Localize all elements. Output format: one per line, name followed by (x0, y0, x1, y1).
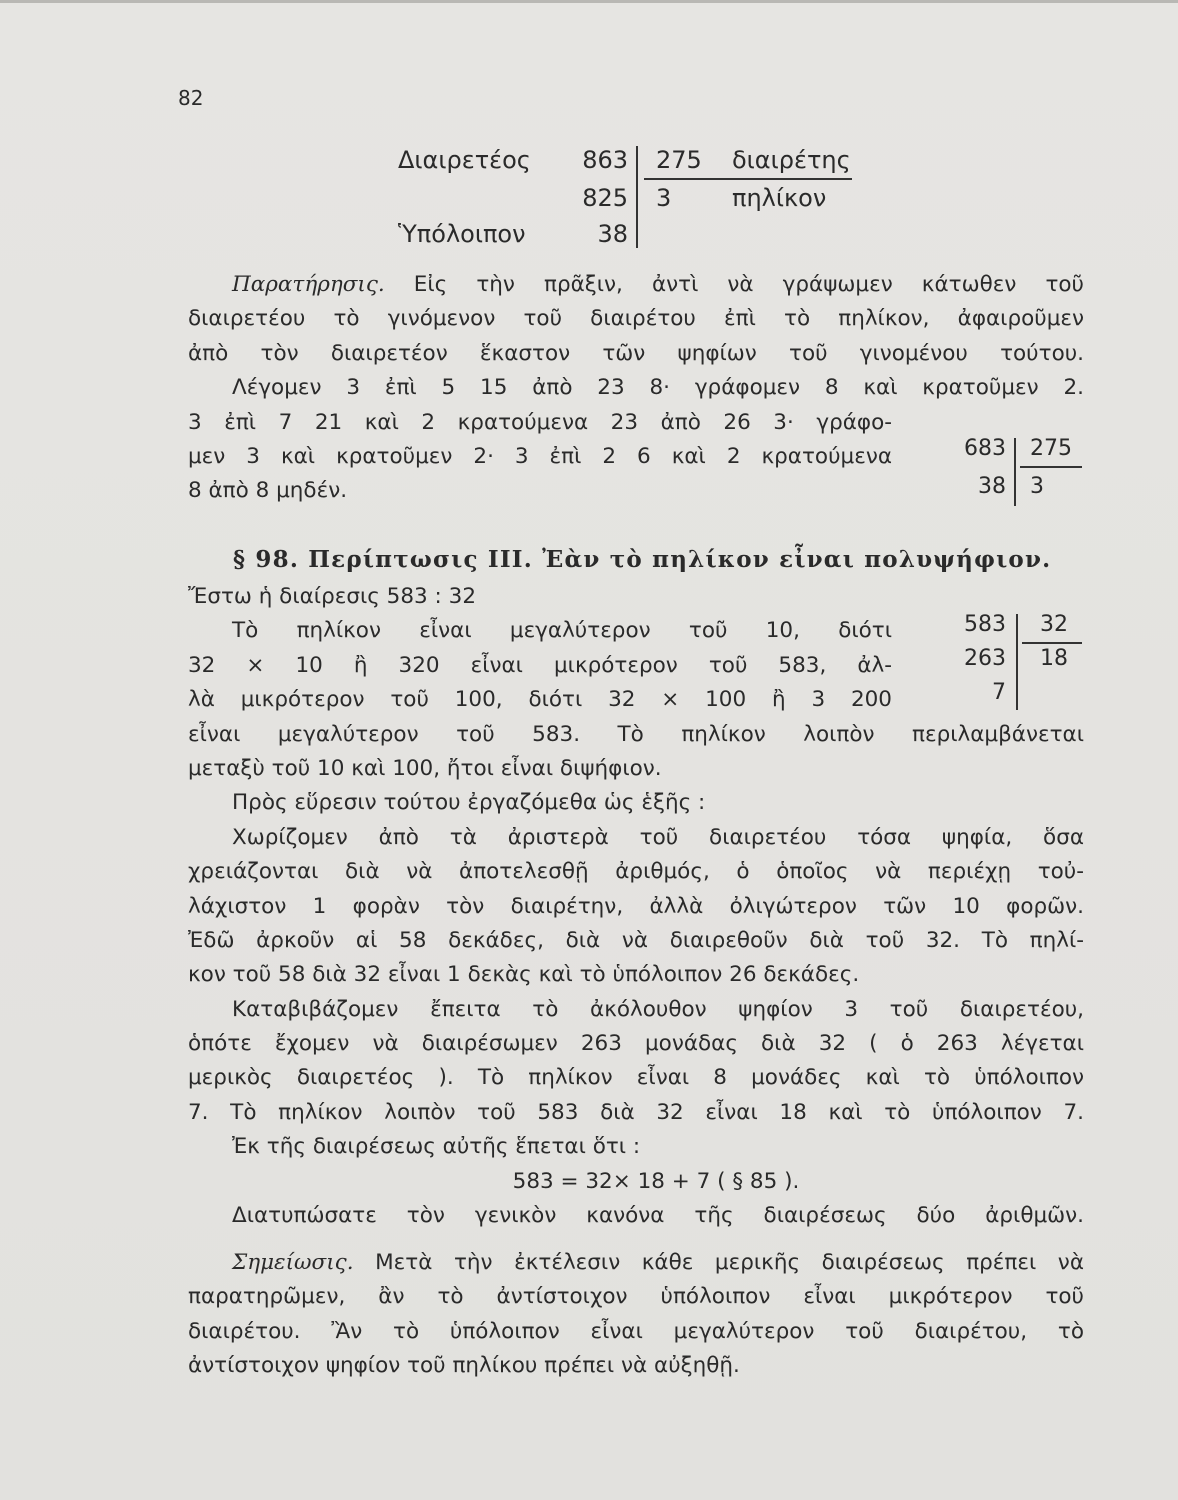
section-line-1: Ἔστω ἡ διαίρεσις 583 : 32 (188, 584, 476, 609)
remark-paragraph (188, 268, 1084, 509)
note-title: Σημείωσις. (232, 1250, 354, 1275)
label-remainder: Ὑπόλοιπον (398, 220, 526, 248)
short-division-horizontal-rule (1020, 466, 1082, 468)
section-line-16: 7. Τὸ πηλίκον λοιπὸν τοῦ 583 διὰ 32 εἶναι 18 καὶ τὸ ὑπόλοιπον 7. (188, 1099, 1084, 1125)
short-quotient: 3 (1030, 474, 1044, 499)
section-line-14: ὁπότε ἔχομεν νὰ διαιρέσωμεν 263 μονάδας διὰ 32 ( ὁ 263 λέγεται (188, 1031, 1084, 1057)
section-line-6: μεταξὺ τοῦ 10 καὶ 100, ἤτοι εἶναι διψήφιον. (188, 755, 662, 781)
section-line-4: λὰ μικρότερον τοῦ 100, διότι 32 × 100 ἢ 3 200 (188, 687, 892, 713)
section-line-9: χρειάζονται διὰ νὰ ἀποτελεσθῇ ἀριθμός, ὁ ὁποῖος νὰ περιέχῃ τοὐ- (188, 859, 1084, 885)
page-number: 82 (178, 86, 204, 110)
remark-line-6: μεν 3 καὶ κρατοῦμεν 2· 3 ἐπὶ 2 6 καὶ 2 κρατούμενα (188, 443, 892, 469)
long-quotient: 18 (1040, 646, 1068, 671)
label-quotient: πηλίκον (732, 184, 827, 212)
remark-line-3: ἀπὸ τὸν διαιρετέον ἕκαστον τῶν ψηφίων τοῦ γινομένου τούτου. (188, 340, 1084, 366)
note-paragraph (188, 1246, 1084, 1384)
section-line-12: κον τοῦ 58 διὰ 32 εἶναι 1 δεκὰς καὶ τὸ ὑπόλοιπον 26 δεκάδες. (188, 962, 860, 988)
short-division-vertical-rule (1014, 438, 1016, 506)
section-line-3: 32 × 10 ἢ 320 εἶναι μικρότερον τοῦ 583, ἀλ- (188, 652, 892, 678)
section-line-5: εἶναι μεγαλύτερον τοῦ 583. Τὸ πηλίκον λοιπὸν περιλαμβάνεται (188, 721, 1084, 747)
short-dividend: 683 (964, 436, 1006, 461)
section-heading: § 98. Περίπτωσις III. Ἐὰν τὸ πηλίκον εἶναι πολυψήφιον. (233, 546, 1052, 573)
section-line-11: Ἐδῶ ἀρκοῦν αἱ 58 δεκάδες, διὰ νὰ διαιρεθοῦν διὰ τοῦ 32. Τὸ πηλί- (188, 927, 1084, 953)
section-line-10: λάχιστον 1 φορὰν τὸν διαιρέτην, ἀλλὰ ὀλιγώτερον τῶν 10 φορῶν. (188, 893, 1084, 919)
long-remainder: 7 (992, 680, 1006, 705)
note-line-2: παρατηρῶμεν, ἂν τὸ ἀντίστοιχον ὑπόλοιπον εἶναι μικρότερον τοῦ (188, 1284, 1084, 1310)
long-dividend: 583 (964, 612, 1006, 637)
long-division-horizontal-rule (1022, 642, 1082, 644)
section-line-19: Διατυπώσατε τὸν γενικὸν κανόνα τῆς διαιρέσεως δύο ἀριθμῶν. (232, 1203, 1084, 1229)
remark-line-2: διαιρετέου τὸ γινόμενον τοῦ διαιρέτου ἐπὶ τὸ πηλίκον, ἀφαιροῦμεν (188, 306, 1084, 332)
remark-line-1: Παρατήρησις. Εἰς τὴν πρᾶξιν, ἀντὶ νὰ γράψωμεν κάτωθεν τοῦ (232, 272, 1084, 297)
section-line-17: Ἐκ τῆς διαιρέσεως αὐτῆς ἕπεται ὅτι : (232, 1134, 641, 1160)
long-partial: 263 (964, 646, 1006, 671)
section-line-8: Χωρίζομεν ἀπὸ τὰ ἀριστερὰ τοῦ διαιρετέου τόσα ψηφία, ὅσα (232, 824, 1084, 850)
section-line-2: Τὸ πηλίκον εἶναι μεγαλύτερον τοῦ 10, διότι (232, 618, 892, 644)
remark-title: Παρατήρησις. (232, 272, 385, 297)
remark-line-5: 3 ἐπὶ 7 21 καὶ 2 κρατούμενα 23 ἀπὸ 26 3· γράφο- (188, 409, 892, 435)
section-paragraph (188, 580, 1084, 1233)
division-vertical-rule (636, 146, 638, 248)
quotient-value: 3 (656, 184, 672, 212)
section-line-15: μερικὸς διαιρετέος ). Τὸ πηλίκον εἶναι 8 μονάδες καὶ τὸ ὑπόλοιπον (188, 1065, 1084, 1091)
division-horizontal-rule (644, 178, 852, 180)
long-divisor: 32 (1040, 612, 1068, 637)
subtracted-value: 825 (582, 184, 628, 212)
note-line-3: διαιρέτου. Ἂν τὸ ὑπόλοιπον εἶναι μεγαλύτερον τοῦ διαιρέτου, τὸ (188, 1318, 1084, 1344)
short-remainder: 38 (978, 474, 1006, 499)
scan-edge (0, 0, 1178, 3)
note-line-1: Σημείωσις. Μετὰ τὴν ἐκτέλεσιν κάθε μερικῆς διαιρέσεως πρέπει νὰ (232, 1250, 1084, 1275)
short-divisor: 275 (1030, 436, 1072, 461)
remark-line-7: 8 ἀπὸ 8 μηδέν. (188, 478, 348, 504)
label-dividend: Διαιρετέος (398, 146, 531, 174)
remark-line-4: Λέγομεν 3 ἐπὶ 5 15 ἀπὸ 23 8· γράφομεν 8 καὶ κρατοῦμεν 2. (232, 375, 1084, 401)
section-line-7: Πρὸς εὕρεσιν τούτου ἐργαζόμεθα ὡς ἑξῆς : (232, 790, 706, 816)
label-divisor: διαιρέτης (732, 146, 851, 174)
divisor-value: 275 (656, 146, 702, 174)
remainder-value: 38 (597, 220, 628, 248)
long-division-vertical-rule (1016, 614, 1018, 710)
section-line-13: Καταβιβάζομεν ἔπειτα τὸ ἀκόλουθον ψηφίον 3 τοῦ διαιρετέου, (232, 996, 1084, 1022)
note-line-4: ἀντίστοιχον ψηφίον τοῦ πηλίκου πρέπει νὰ αὐξηθῇ. (188, 1353, 740, 1379)
dividend-value: 863 (582, 146, 628, 174)
equation-line: 583 = 32× 18 + 7 ( § 85 ). (512, 1168, 800, 1194)
